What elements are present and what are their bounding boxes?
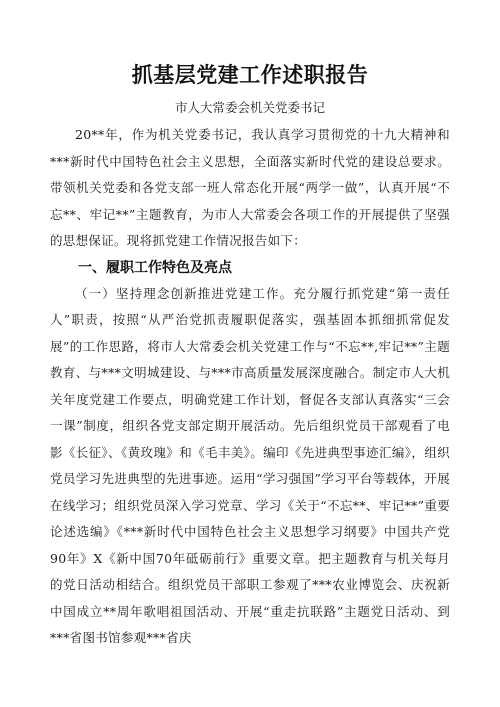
intro-paragraph: 20**年，作为机关党委书记，我认真学习贯彻党的十九大精神和***新时代中国特色社会主义思想，全面落实新时代党的建设总要求。带领机关党委和各党支部一班人常态化开展“两学一做”，认真开展“不忘**、牢记**”主题教育，为市人大常委会各项工作的开展提供了坚强的思想保证。现将抓党建工作情况报告如下：: [50, 127, 450, 248]
body-paragraph: （一）坚持理念创新推进党建工作。充分履行抓党建“第一责任人”职责，按照“从严治党抓责履职促落实，强基固本抓细抓常促发展”的工作思路，将市人大常委会机关党建工作与“不忘**,牢记**”主题教育、与***文明城建设、与***市高质量发展深度融合。制定市人大机关年度党建工作要点，明确党建工作计划，督促各支部认真落实“三会一课”制度，组织各党支部定期开展活动。先后组织党员干部观看了电影《长征》、《黄玫瑰》和《毛丰美》。编印《先进典型事迹汇编》，组织党员学习先进典型的先进事迹。运用“学习强国”学习平台等载体，开展在线学习；组织党员深入学习党章、学习《关于“不忘**、牢记**”重要论述选编》《***新时代中国特色社会主义思想学习纲要》中国共产党90年》X《新中国70年砥砺前行》重要文章。把主题教育与机关每月的党日活动相结合。组织党员干部职工参观了***农业博览会、庆祝新中国成立**周年歌唱祖国活动、开展“重走抗联路”主题党日活动、到***省图书馆参观***省庆: [50, 285, 450, 645]
section-heading: 一、履职工作特色及亮点: [78, 259, 232, 276]
document-subtitle: 市人大常委会机关党委书记: [174, 100, 325, 115]
document-title: 抓基层党建工作述职报告: [131, 63, 369, 87]
